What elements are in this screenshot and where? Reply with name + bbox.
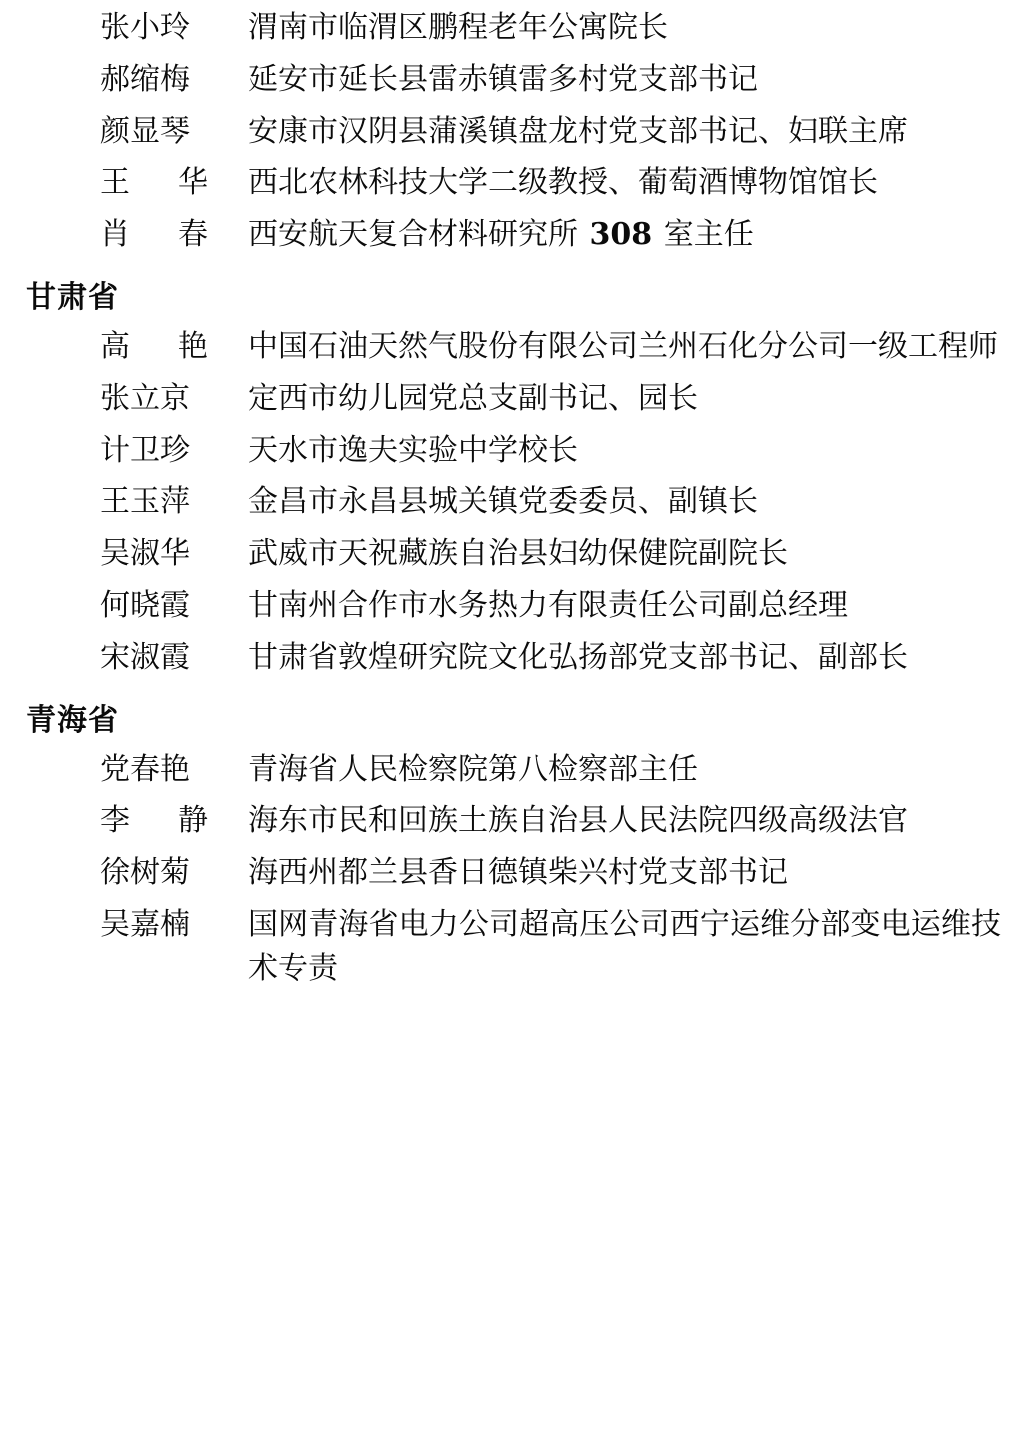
honoree-name — [100, 213, 248, 257]
list-item — [22, 532, 1001, 576]
list-item — [22, 851, 1001, 895]
honoree-list — [22, 6, 1001, 991]
honoree-title: 国网青海省电力公司超高压公司西宁运维分部变电运维技术专责 — [248, 906, 1001, 986]
honoree-title: 金昌市永昌县城关镇党委委员、副镇长 — [248, 484, 758, 520]
list-item — [22, 213, 1001, 257]
name-char-group: 春 — [178, 217, 208, 253]
honoree-name — [100, 161, 248, 205]
honoree-title: 海东市民和回族土族自治县人民法院四级高级法官 — [248, 803, 908, 839]
honoree-name: 计卫珍 — [100, 432, 190, 468]
honoree-name — [100, 325, 248, 369]
honoree-title: 西安航天复合材料研究所 308 室主任 — [248, 217, 754, 253]
list-item — [22, 58, 1001, 102]
honoree-title: 渭南市临渭区鹏程老年公寓院长 — [248, 10, 668, 45]
honoree-name: 徐树菊 — [100, 855, 190, 891]
honoree-title: 海西州都兰县香日德镇柴兴村党支部书记 — [248, 855, 788, 891]
honoree-name: 郝缩梅 — [100, 61, 190, 97]
honoree-title: 天水市逸夫实验中学校长 — [248, 432, 578, 468]
list-item — [22, 377, 1001, 421]
name-char-group: 艳 — [178, 328, 208, 364]
honoree-name: 何晓霞 — [100, 587, 190, 623]
list-item — [22, 429, 1001, 473]
numeric-token: 308 — [589, 217, 653, 253]
honoree-name: 颜显琴 — [100, 113, 190, 149]
list-item — [22, 110, 1001, 154]
list-item — [22, 636, 1001, 680]
honoree-title: 中国石油天然气股份有限公司兰州石化分公司一级工程师 — [248, 328, 998, 364]
name-char-group: 高 — [100, 328, 130, 364]
honoree-title: 青海省人民检察院第八检察部主任 — [248, 751, 698, 787]
honoree-name: 张立京 — [100, 380, 190, 416]
name-char-group: 肖 — [100, 217, 130, 253]
list-item — [22, 748, 1001, 792]
list-item — [22, 584, 1001, 628]
list-item — [22, 161, 1001, 205]
province-heading: 甘肃省 — [26, 279, 119, 315]
honoree-title: 甘肃省敦煌研究院文化弘扬部党支部书记、副部长 — [248, 639, 908, 675]
honoree-name — [100, 799, 248, 843]
name-char-group: 静 — [178, 803, 208, 839]
honoree-name: 宋淑霞 — [100, 639, 190, 675]
list-item — [22, 799, 1001, 843]
list-item — [22, 903, 1001, 991]
list-item — [22, 6, 1001, 50]
honoree-name: 党春艳 — [100, 751, 190, 787]
name-char-group: 李 — [100, 803, 130, 839]
honoree-title: 武威市天祝藏族自治县妇幼保健院副院长 — [248, 536, 788, 572]
honoree-title: 定西市幼儿园党总支副书记、园长 — [248, 380, 698, 416]
honoree-title: 甘南州合作市水务热力有限责任公司副总经理 — [248, 587, 848, 623]
list-item — [22, 480, 1001, 524]
honoree-title: 延安市延长县雷赤镇雷多村党支部书记 — [248, 61, 758, 97]
list-item — [22, 325, 1001, 369]
name-char-group: 华 — [178, 165, 208, 201]
name-char-group: 王 — [100, 165, 130, 201]
honoree-title: 安康市汉阴县蒲溪镇盘龙村党支部书记、妇联主席 — [248, 113, 908, 149]
honoree-name: 吴淑华 — [100, 536, 190, 572]
honoree-name: 张小玲 — [100, 10, 190, 45]
province-heading: 青海省 — [26, 702, 119, 738]
honoree-name: 吴嘉楠 — [100, 906, 190, 942]
honoree-title: 西北农林科技大学二级教授、葡萄酒博物馆馆长 — [248, 165, 878, 201]
honoree-name: 王玉萍 — [100, 484, 190, 520]
